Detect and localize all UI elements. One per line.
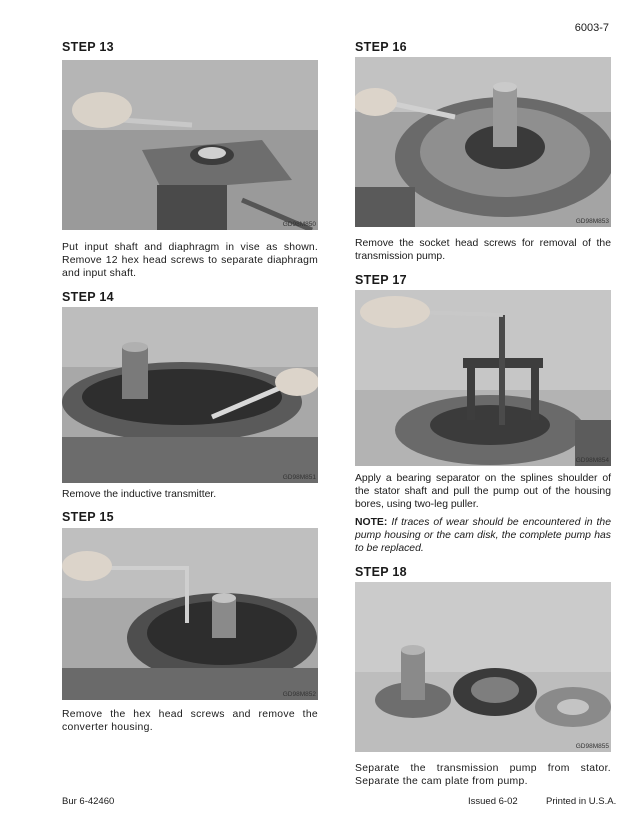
- step-17-photo: [355, 290, 611, 466]
- step-15-photo: [62, 528, 318, 700]
- note-label: NOTE:: [355, 517, 388, 528]
- step-15-title: STEP 15: [62, 510, 114, 524]
- step-14-figure-code: GD98M851: [282, 474, 316, 481]
- step-13-figure-code: GD98M850: [282, 221, 316, 228]
- step-16-figure-code: GD98M853: [575, 218, 609, 225]
- step-16-photo: [355, 57, 611, 227]
- step-16-title: STEP 16: [355, 40, 407, 54]
- step-13-photo: [62, 60, 318, 230]
- converter-housing-illustration: [62, 528, 318, 700]
- step-13-caption: Put input shaft and diaphragm in vise as shown. Remove 12 hex head screws to separate diaphragm and input shaft.: [62, 242, 318, 280]
- step-15-caption: Remove the hex head screws and remove the converter housing.: [62, 709, 318, 734]
- step-16-caption: Remove the socket head screws for removal of the transmission pump.: [355, 238, 611, 263]
- footer-issued: Issued 6-02: [468, 796, 518, 807]
- step-14-title: STEP 14: [62, 290, 114, 304]
- two-leg-puller-illustration: [355, 290, 611, 466]
- step-13-title: STEP 13: [62, 40, 114, 54]
- step-17-figure-code: GD98M854: [575, 457, 609, 464]
- step-17-caption: Apply a bearing separator on the splines shoulder of the stator shaft and pull the pump out of the housing bores, using two-leg puller.: [355, 473, 611, 511]
- step-18-figure-code: GD98M855: [575, 743, 609, 750]
- vise-diaphragm-illustration: [62, 60, 318, 230]
- note-text: If traces of wear should be encountered in the pump housing or the cam disk, the complete pump has to be replaced.: [355, 517, 611, 555]
- step-18-title: STEP 18: [355, 565, 407, 579]
- transmission-pump-illustration: [355, 57, 611, 227]
- step-17-note: [355, 516, 611, 556]
- step-14-photo: [62, 307, 318, 483]
- step-17-title: STEP 17: [355, 273, 407, 287]
- separated-pump-parts-illustration: [355, 582, 611, 752]
- step-15-figure-code: GD98M852: [282, 691, 316, 698]
- step-14-caption: Remove the inductive transmitter.: [62, 489, 217, 500]
- page-number: 6003-7: [574, 22, 609, 34]
- step-18-photo: [355, 582, 611, 752]
- step-18-caption: Separate the transmission pump from stator. Separate the cam plate from pump.: [355, 763, 611, 788]
- footer-doc-number: Bur 6-42460: [62, 796, 115, 807]
- footer-printed: Printed in U.S.A.: [546, 796, 617, 807]
- inductive-transmitter-illustration: [62, 307, 318, 483]
